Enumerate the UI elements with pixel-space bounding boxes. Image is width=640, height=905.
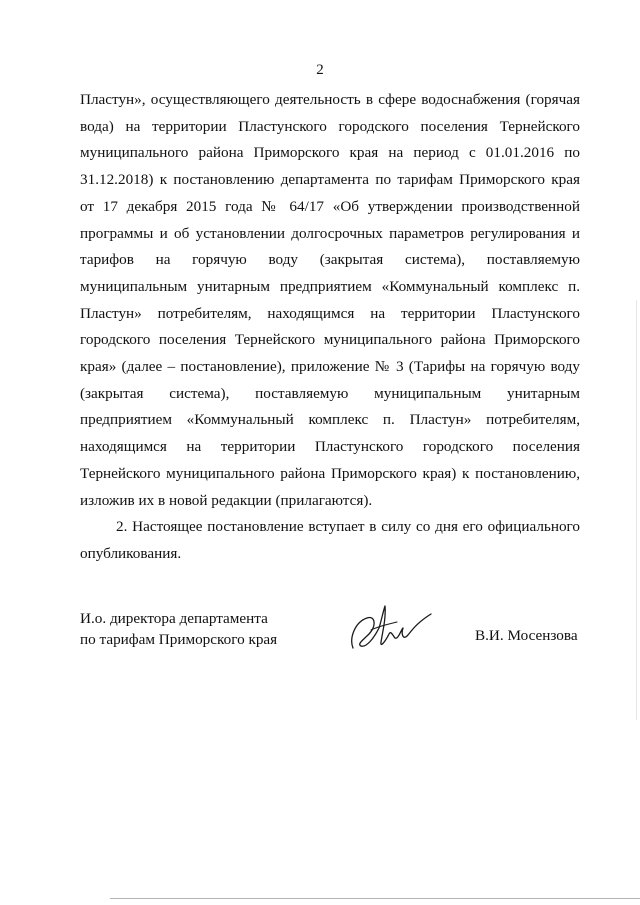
scan-edge-line bbox=[110, 898, 640, 899]
scan-edge-shadow bbox=[636, 300, 637, 720]
document-body bbox=[80, 87, 580, 568]
signature-block bbox=[80, 608, 600, 668]
signatory-position bbox=[80, 608, 320, 650]
paragraph-continuation: Пластун», осуществляющего деятельность в сфере водоснабжения (горячая вода) на территории Пластунского городского поселения Тернейского муниципального района Приморского края на период с 01.01.2016 по 31.12.2018) к постановлению департамента по тарифам Приморского края от 17 декабря 2015 года № 64/17 «Об утверждении производственной программы и об установлении долгосрочных параметров регулирования и тарифов на горячую воду (закрытая система), поставляемую муниципальным унитарным предприятием «Коммунальный комплекс п. Пластун» потребителям, находящимся на территории Пластунского городского поселения Тернейского муниципального района Приморского края» (далее – постановление), приложение № 3 (Тарифы на горячую воду (закрытая система), поставляемую муниципальным унитарным предприятием «Коммунальный комплекс п. Пластун» потребителям, находящимся на территории Пластунского городского поселения Тернейского муниципального района Приморского края) к постановлению, изложив их в новой редакции (прилагаются). bbox=[80, 91, 580, 509]
signatory-position-line-1: И.о. директора департамента bbox=[80, 610, 268, 627]
page-number: 2 bbox=[316, 62, 324, 78]
signatory-name: В.И. Мосензова bbox=[475, 627, 578, 644]
signatory-position-line-2: по тарифам Приморского края bbox=[80, 631, 278, 648]
handwritten-signature bbox=[345, 600, 435, 656]
paragraph-effective-date: 2. Настоящее постановление вступает в силу со дня его официального опубликования. bbox=[80, 518, 580, 562]
